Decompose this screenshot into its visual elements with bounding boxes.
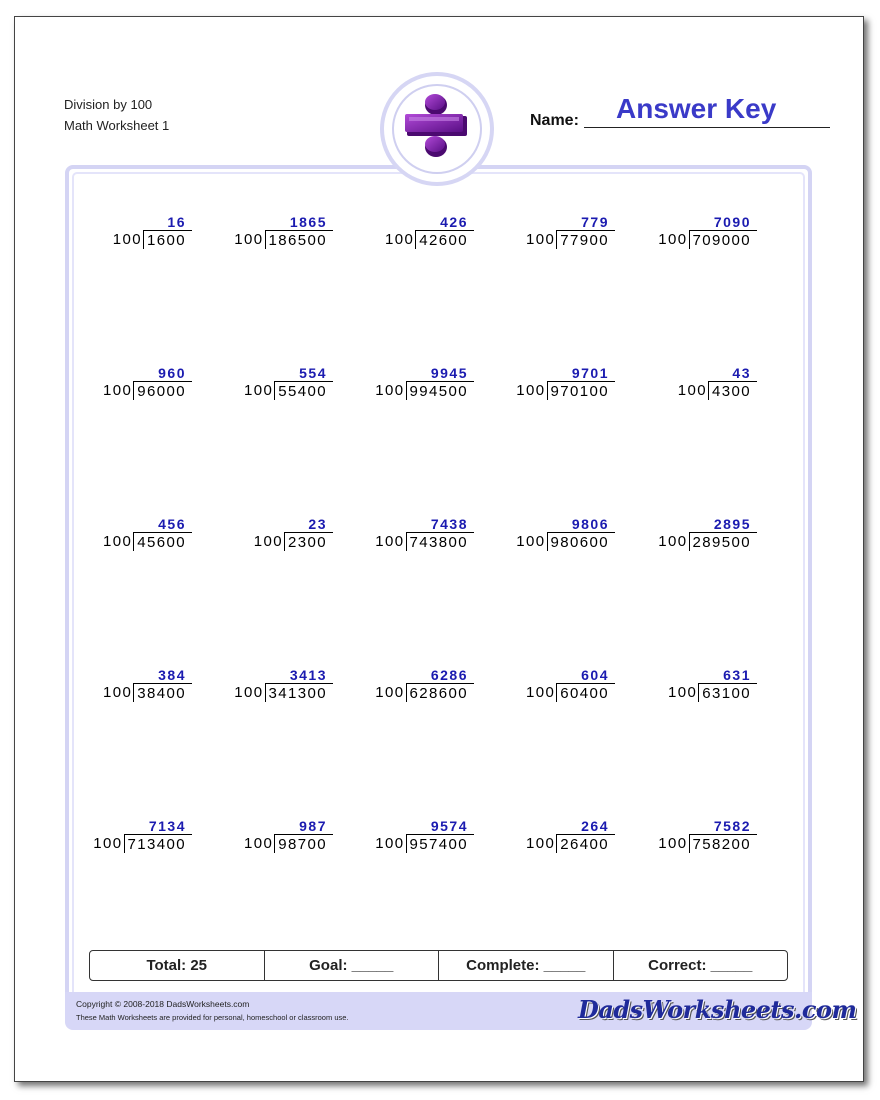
division-row xyxy=(526,683,615,702)
quotient-answer: 2895 xyxy=(713,516,751,532)
division-row xyxy=(658,834,757,853)
quotient-answer: 16 xyxy=(167,214,186,230)
division-row xyxy=(244,381,333,400)
dividend: 45600 xyxy=(133,532,192,551)
worksheet-subtitle: Math Worksheet 1 xyxy=(64,118,170,133)
dividend: 709000 xyxy=(689,230,757,249)
dividend: 186500 xyxy=(265,230,333,249)
divisor: 100 xyxy=(526,835,556,852)
quotient-answer: 9574 xyxy=(430,818,468,834)
dividend: 341300 xyxy=(265,683,333,702)
quotient-answer: 384 xyxy=(158,667,186,683)
dividend: 743800 xyxy=(406,532,474,551)
divisor: 100 xyxy=(526,684,556,701)
problems-frame xyxy=(65,165,812,1028)
divisor: 100 xyxy=(103,382,133,399)
division-problem xyxy=(334,818,474,858)
division-row xyxy=(375,381,474,400)
division-row xyxy=(103,683,192,702)
quotient-answer: 3413 xyxy=(289,667,327,683)
division-problem xyxy=(193,214,333,254)
divisor: 100 xyxy=(253,533,284,550)
divisor: 100 xyxy=(516,533,546,550)
divisor: 100 xyxy=(112,231,143,248)
dividend: 2300 xyxy=(284,532,333,551)
dividend: 38400 xyxy=(133,683,192,702)
division-row xyxy=(234,683,333,702)
quotient-answer: 631 xyxy=(723,667,751,683)
division-sign-icon xyxy=(399,90,475,166)
division-row xyxy=(385,230,474,249)
dividend: 60400 xyxy=(556,683,615,702)
usage-notice: These Math Worksheets are provided for personal, homeschool or classroom use. xyxy=(76,1013,349,1022)
quotient-answer: 456 xyxy=(158,516,186,532)
division-row xyxy=(93,834,192,853)
division-row xyxy=(375,532,474,551)
divisor: 100 xyxy=(516,382,546,399)
division-problem xyxy=(193,516,333,556)
dividend: 957400 xyxy=(406,834,474,853)
divisor: 100 xyxy=(103,533,133,550)
quotient-answer: 779 xyxy=(581,214,609,230)
name-label: Name: xyxy=(530,112,579,129)
dividend: 96000 xyxy=(133,381,192,400)
division-problem xyxy=(617,818,757,858)
dividend: 26400 xyxy=(556,834,615,853)
division-problem xyxy=(52,516,192,556)
divisor: 100 xyxy=(385,231,415,248)
dividend: 4300 xyxy=(708,381,757,400)
dividend: 980600 xyxy=(547,532,615,551)
division-row xyxy=(526,834,615,853)
division-row xyxy=(103,532,192,551)
division-problem xyxy=(193,818,333,858)
divisor: 100 xyxy=(658,231,688,248)
divisor: 100 xyxy=(244,835,274,852)
quotient-answer: 7582 xyxy=(713,818,751,834)
division-row xyxy=(254,532,333,551)
division-problem xyxy=(475,365,615,405)
division-problem xyxy=(52,365,192,405)
division-problem xyxy=(617,365,757,405)
goal-cell: Goal: _____ xyxy=(265,951,440,980)
division-row xyxy=(244,834,333,853)
dividend: 289500 xyxy=(689,532,757,551)
dividend: 713400 xyxy=(124,834,192,853)
division-problem xyxy=(617,214,757,254)
divisor: 100 xyxy=(103,684,133,701)
divisor: 100 xyxy=(658,533,688,550)
dividend: 63100 xyxy=(698,683,757,702)
division-problem xyxy=(475,214,615,254)
division-row xyxy=(658,230,757,249)
division-problem xyxy=(52,818,192,858)
dividend: 1600 xyxy=(143,230,192,249)
division-problem xyxy=(52,214,192,254)
division-problem xyxy=(475,516,615,556)
dividend: 77900 xyxy=(556,230,615,249)
divisor: 100 xyxy=(93,835,123,852)
divisor: 100 xyxy=(677,382,708,399)
name-line xyxy=(584,127,830,128)
divisor: 100 xyxy=(658,835,688,852)
quotient-answer: 9701 xyxy=(571,365,609,381)
dividend: 994500 xyxy=(406,381,474,400)
division-row xyxy=(658,532,757,551)
dividend: 42600 xyxy=(415,230,474,249)
summary-table xyxy=(89,950,788,981)
quotient-answer: 6286 xyxy=(430,667,468,683)
complete-cell: Complete: _____ xyxy=(439,951,614,980)
dividend: 98700 xyxy=(274,834,333,853)
divisor: 100 xyxy=(375,533,405,550)
quotient-answer: 9945 xyxy=(430,365,468,381)
dividend: 970100 xyxy=(547,381,615,400)
division-problem xyxy=(193,667,333,707)
divisor: 100 xyxy=(668,684,698,701)
divisor: 100 xyxy=(234,231,264,248)
division-problem xyxy=(334,365,474,405)
division-problem xyxy=(52,667,192,707)
divisor: 100 xyxy=(375,684,405,701)
quotient-answer: 7090 xyxy=(713,214,751,230)
problems-frame-inner xyxy=(72,172,805,1021)
division-row xyxy=(516,532,615,551)
divisor: 100 xyxy=(244,382,274,399)
division-problem xyxy=(617,667,757,707)
quotient-answer: 43 xyxy=(732,365,751,381)
division-problem xyxy=(193,365,333,405)
quotient-answer: 960 xyxy=(158,365,186,381)
division-problem xyxy=(334,667,474,707)
worksheet-title: Division by 100 xyxy=(64,97,153,112)
quotient-answer: 7134 xyxy=(148,818,186,834)
quotient-answer: 987 xyxy=(299,818,327,834)
copyright-text: Copyright © 2008-2018 DadsWorksheets.com xyxy=(76,999,250,1009)
brand-logo[interactable]: DadsWorksheets.com xyxy=(578,995,857,1024)
quotient-answer: 554 xyxy=(299,365,327,381)
quotient-answer: 7438 xyxy=(430,516,468,532)
divisor: 100 xyxy=(234,684,264,701)
division-row xyxy=(678,381,757,400)
division-row xyxy=(516,381,615,400)
answer-key-label: Answer Key xyxy=(616,93,777,124)
quotient-answer: 23 xyxy=(308,516,327,532)
dividend: 628600 xyxy=(406,683,474,702)
division-row xyxy=(668,683,757,702)
quotient-answer: 426 xyxy=(440,214,468,230)
correct-cell: Correct: _____ xyxy=(648,957,753,974)
divisor: 100 xyxy=(526,231,556,248)
quotient-answer: 9806 xyxy=(571,516,609,532)
division-row xyxy=(234,230,333,249)
division-problem xyxy=(334,516,474,556)
divisor: 100 xyxy=(375,382,405,399)
division-problem xyxy=(617,516,757,556)
quotient-answer: 1865 xyxy=(289,214,327,230)
division-row xyxy=(113,230,192,249)
dividend: 758200 xyxy=(689,834,757,853)
dividend: 55400 xyxy=(274,381,333,400)
quotient-answer: 264 xyxy=(581,818,609,834)
divisor: 100 xyxy=(375,835,405,852)
quotient-answer: 604 xyxy=(581,667,609,683)
division-problem xyxy=(334,214,474,254)
division-row xyxy=(526,230,615,249)
division-problem xyxy=(475,667,615,707)
division-row xyxy=(375,683,474,702)
division-row xyxy=(103,381,192,400)
division-problem xyxy=(475,818,615,858)
division-row xyxy=(375,834,474,853)
total-cell: Total: 25 xyxy=(90,951,265,980)
